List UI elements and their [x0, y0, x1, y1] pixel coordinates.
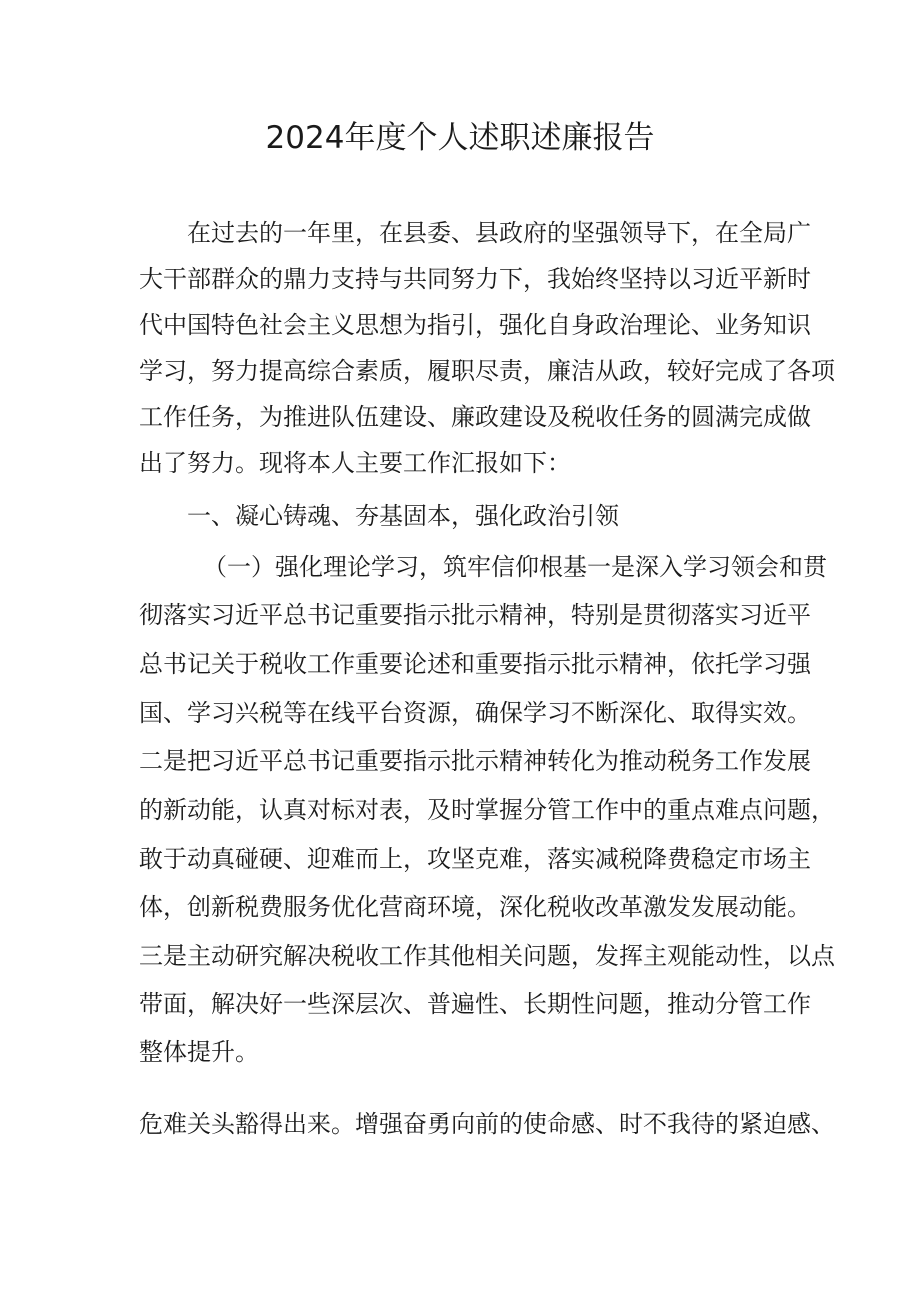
document-title: 2024年度个人述职述廉报告 — [265, 120, 655, 156]
paragraph-line: 敢于动真碰硬、迎难而上，攻坚克难，落实减税降费稳定市场主 — [139, 845, 811, 873]
section-heading: 一、凝心铸魂、夯基固本，强化政治引领 — [187, 502, 619, 530]
paragraph-line: 彻落实习近平总书记重要指示批示精神，特别是贯彻落实习近平 — [139, 601, 811, 629]
paragraph-line: 三是主动研究解决税收工作其他相关问题，发挥主观能动性，以点 — [139, 942, 835, 970]
paragraph-line: 整体提升。 — [139, 1038, 259, 1066]
paragraph-line: 带面，解决好一些深层次、普遍性、长期性问题，推动分管工作 — [139, 990, 811, 1018]
paragraph-line: 工作任务，为推进队伍建设、廉政建设及税收任务的圆满完成做 — [139, 403, 811, 431]
paragraph-line: 体，创新税费服务优化营商环境，深化税收改革激发发展动能。 — [139, 893, 811, 921]
paragraph-line: 大干部群众的鼎力支持与共同努力下，我始终坚持以习近平新时 — [139, 265, 811, 293]
paragraph-line: 总书记关于税收工作重要论述和重要指示批示精神，依托学习强 — [139, 650, 811, 678]
paragraph-line: 代中国特色社会主义思想为指引，强化自身政治理论、业务知识 — [139, 311, 811, 339]
paragraph-line: 的新动能，认真对标对表，及时掌握分管工作中的重点难点问题， — [139, 796, 835, 824]
paragraph-line: 出了努力。现将本人主要工作汇报如下： — [139, 449, 571, 477]
paragraph-line: 学习，努力提高综合素质，履职尽责，廉洁从政，较好完成了各项 — [139, 357, 835, 385]
paragraph-line: 二是把习近平总书记重要指示批示精神转化为推动税务工作发展 — [139, 747, 811, 775]
paragraph-line: 国、学习兴税等在线平台资源，确保学习不断深化、取得实效。 — [139, 699, 811, 727]
paragraph-line: 危难关头豁得出来。增强奋勇向前的使命感、时不我待的紧迫感、 — [139, 1110, 835, 1138]
paragraph-line: （一）强化理论学习，筑牢信仰根基一是深入学习领会和贯 — [203, 553, 827, 581]
paragraph-line: 在过去的一年里，在县委、县政府的坚强领导下，在全局广 — [187, 219, 811, 247]
